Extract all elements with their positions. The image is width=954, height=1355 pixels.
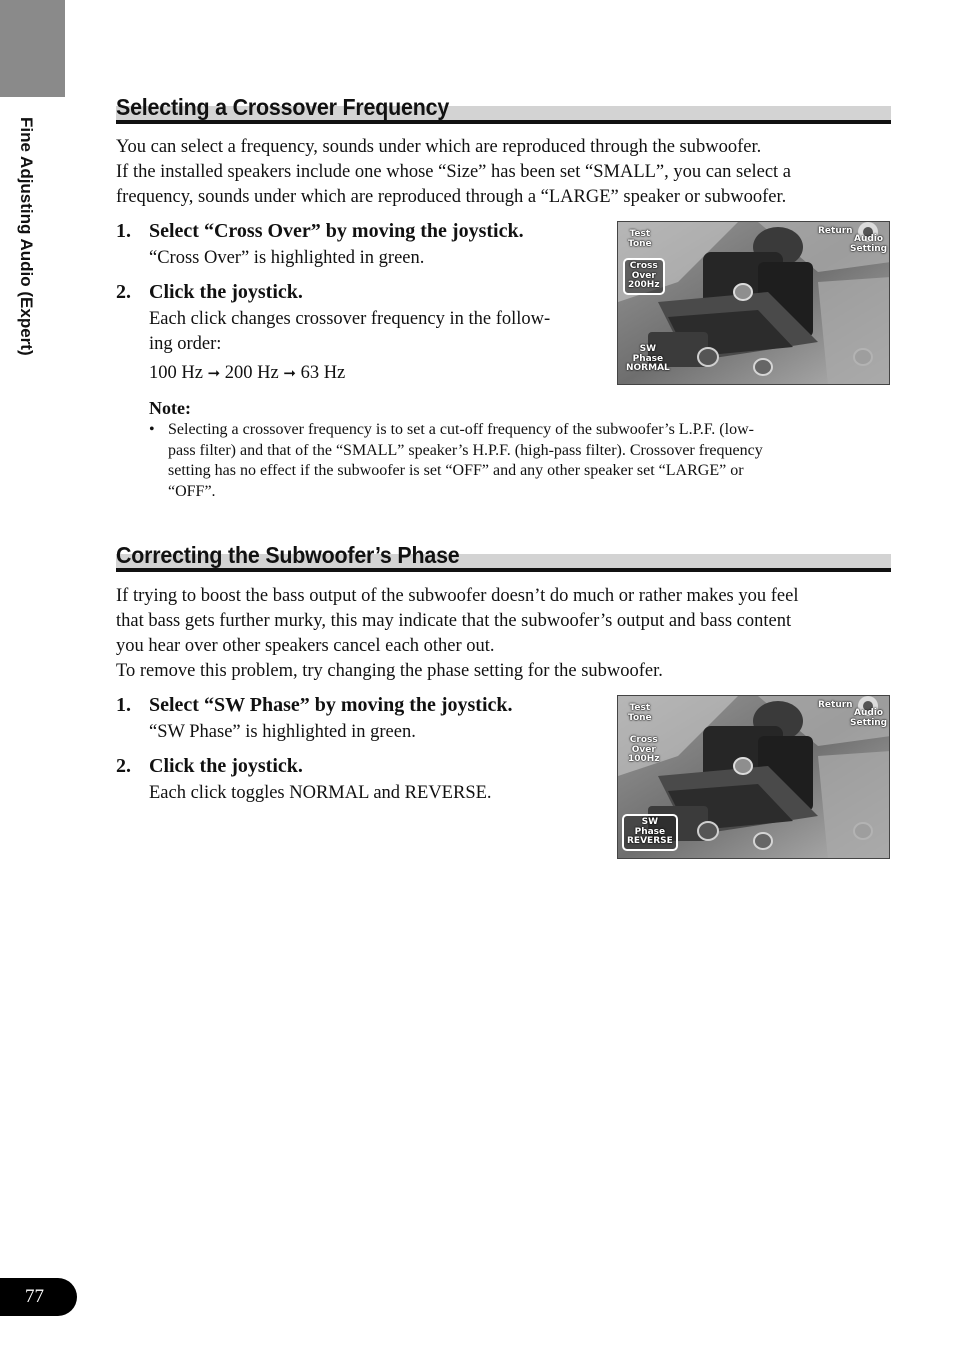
note-body [149,420,859,502]
intro-line: To remove this problem, try changing the phase setting for the subwoofer. [116,661,663,681]
heading-title: Selecting a Crossover Frequency [116,94,450,120]
note-line: “OFF”. [168,482,216,500]
osd-line: Cross [629,261,658,271]
note-line: pass filter) and that of the “SMALL” speaker’s H.P.F. (high-pass filter). Crossover frequency [168,441,763,459]
step-title-text: Click the joystick. [149,281,303,303]
osd-line: SW [639,344,657,354]
osd-line: REVERSE [627,836,673,846]
cross-over-button-highlighted[interactable] [623,258,665,295]
crossover-step-1-title [116,218,524,244]
arrow-icon: ➞ [207,364,221,382]
phase-step-2-text: Each click toggles NORMAL and REVERSE. [149,783,492,803]
return-button[interactable]: Return [818,226,853,236]
step-number: 2. [116,281,131,303]
step-title-text: Click the joystick. [149,755,303,777]
osd-line: Phase [632,353,664,364]
phase-step-1-text: “SW Phase” is highlighted in green. [149,722,416,742]
osd-line: Phase [634,826,666,837]
step-number: 2. [116,755,131,777]
osd-line: Cross [629,735,658,745]
phase-screenshot [617,695,890,859]
crossover-step-2-text [149,307,599,357]
osd-line: 100Hz [628,754,660,764]
note-line: setting has no effect if the subwoofer is set “OFF” and any other speaker set “LARGE” or [168,462,744,479]
bullet-icon: • [149,421,155,438]
side-tab-label: Fine Adjusting Audio (Expert) [17,117,36,356]
osd-line: SW [641,817,659,827]
phase-step-1-title [116,692,513,718]
step-number: 1. [116,220,131,242]
intro-line: frequency, sounds under which are reproduced through a “LARGE” speaker or subwoofer. [116,187,787,207]
crossover-intro [116,135,892,210]
crossover-screenshot [617,221,890,385]
arrow-icon: ➞ [283,364,296,382]
test-tone-label [628,704,652,723]
audio-setting-button[interactable] [850,709,887,728]
return-button[interactable]: Return [818,700,853,710]
test-tone-label [628,230,652,249]
step-text-line: Each click changes crossover frequency in the follow- [149,309,551,329]
audio-setting-button[interactable] [850,235,887,254]
heading-title: Correcting the Subwoofer’s Phase [116,542,460,568]
frequency-sequence [149,361,345,386]
osd-line: Over [631,744,656,755]
intro-line: You can select a frequency, sounds under which are reproduced through the subwoofer. [116,137,762,157]
osd-line: NORMAL [626,363,670,373]
step-title-text: Select “SW Phase” by moving the joystick. [149,694,513,716]
step-number: 1. [116,694,131,716]
osd-line: Audio [854,234,884,244]
osd-line: Test [629,703,651,713]
osd-line: Tone [628,712,652,723]
freq-63: 63 Hz [300,363,346,383]
osd-line: Setting [850,243,888,254]
osd-line: Over [631,270,656,281]
crossover-step-2-title [116,279,303,305]
osd-line: Tone [628,238,652,249]
intro-line: that bass gets further murky, this may indicate that the subwoofer’s output and bass content [116,611,792,631]
osd-line: Test [629,229,651,239]
section-heading-crossover [116,94,891,132]
phase-step-2-title [116,753,303,779]
intro-line: you hear over other speakers cancel each other out. [116,636,495,656]
cross-over-label [628,736,660,765]
sw-phase-label [626,345,670,374]
intro-line: If the installed speakers include one whose “Size” has been set “SMALL”, you can select a [116,162,792,182]
osd-line: 200Hz [628,280,660,290]
intro-line: If trying to boost the bass output of the subwoofer doesn’t do much or rather makes you feel [116,586,799,606]
osd-line: Setting [850,717,888,728]
page-number: 77 [0,1278,77,1316]
sw-phase-button-highlighted[interactable] [622,814,678,851]
freq-200: 200 Hz [224,363,279,383]
note-line: Selecting a crossover frequency is to set a cut-off frequency of the subwoofer’s L.P.F. (low- [168,421,754,438]
phase-intro [116,584,892,684]
note-title: Note: [149,398,191,418]
freq-100: 100 Hz [149,363,203,383]
crossover-step-1-text: “Cross Over” is highlighted in green. [149,248,425,268]
side-tab-block [0,0,65,97]
step-title-text: Select “Cross Over” by moving the joystick. [149,220,524,242]
osd-line: Audio [854,708,884,718]
step-text-line: ing order: [149,334,222,354]
section-heading-phase [116,542,891,580]
